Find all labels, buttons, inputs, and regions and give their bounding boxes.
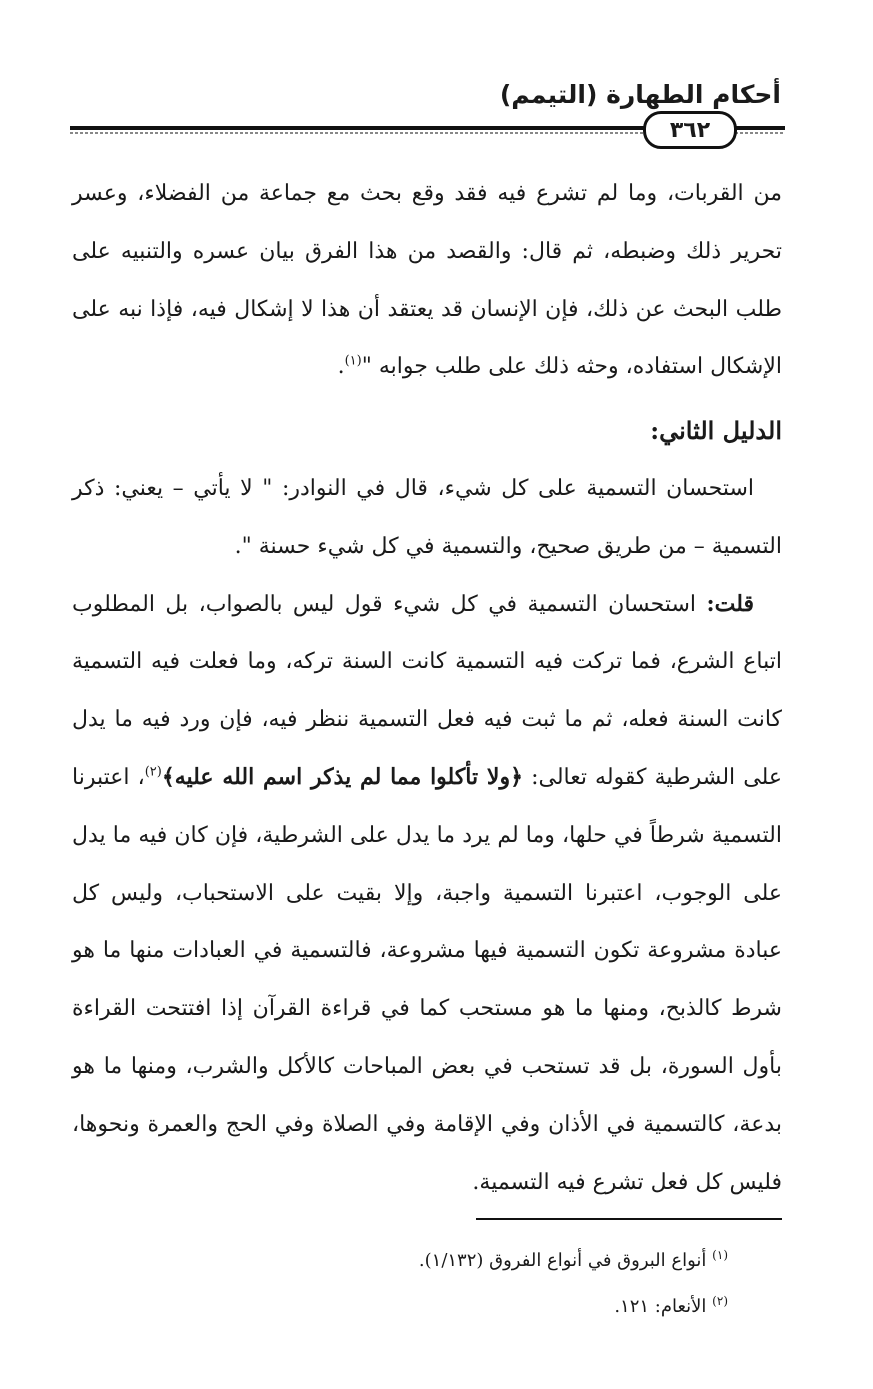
footnote-2-text: الأنعام: ١٢١. bbox=[614, 1296, 707, 1317]
paragraph-1-end: . bbox=[337, 354, 345, 380]
footnotes bbox=[200, 1238, 728, 1330]
paragraph-3-text-a: استحسان التسمية في كل شيء قول ليس بالصواب، بل المطلوب اتباع الشرع، فما تركت فيه التسمية كانت السنة تركه، وما فعلت فيه التسمية كانت السنة فعله، ثم ما ثبت فيه فعل التسمية ننظر فيه، فإن ورد فيه ما يدل على الشرطية كقوله تعالى: bbox=[72, 591, 782, 790]
paragraph-1 bbox=[72, 165, 782, 396]
running-title: أحكام الطهارة (التيمم) bbox=[499, 80, 781, 109]
paragraph-3-label: قلت: bbox=[706, 590, 754, 617]
header-rule bbox=[70, 111, 785, 145]
page-number-badge bbox=[643, 111, 737, 149]
footnote-1-text: أنواع البروق في أنواع الفروق (١/١٣٢). bbox=[418, 1250, 707, 1271]
footnote-2 bbox=[200, 1284, 728, 1330]
paragraph-2: استحسان التسمية على كل شيء، قال في النوادر: " لا يأتي – يعني: ذكر التسمية – من طريق صحيح، والتسمية في كل شيء حسنة ". bbox=[72, 475, 782, 559]
quran-verse: ﴿ولا تأكلوا مما لم يذكر اسم الله عليه﴾ bbox=[161, 763, 523, 790]
footnote-separator bbox=[476, 1218, 782, 1220]
footnote-1-number: (١) bbox=[712, 1248, 728, 1262]
footnote-ref-2[interactable]: (٢) bbox=[144, 764, 162, 780]
page-number: ٣٦٢ bbox=[669, 117, 711, 143]
paragraph-3 bbox=[72, 576, 782, 1212]
paragraph-1-text: من القربات، وما لم تشرع فيه فقد وقع بحث مع جماعة من الفضلاء، وعسر تحرير ذلك وضبطه، ثم قال: والقصد من هذا الفرق بيان عسره والتنبيه على طلب البحث عن ذلك، فإن الإنسان قد يعتقد أن هذا لا إشكال فيه، فإذا نبه على الإشكال استفاده، وحثه ذلك على طلب جوابه " bbox=[72, 181, 782, 380]
section-heading: الدليل الثاني: bbox=[650, 416, 782, 446]
footnote-2-number: (٢) bbox=[712, 1294, 728, 1308]
footnote-ref-1[interactable]: (١) bbox=[344, 354, 362, 370]
main-text bbox=[72, 165, 782, 1211]
paragraph-3-text-b: ، اعتبرنا التسمية شرطاً في حلها، وما لم يرد ما يدل على الشرطية، فإن كان فيه ما يدل على الوجوب، اعتبرنا التسمية واجبة، وإلا بقيت على الاستحباب، وليس كل عبادة مشروعة تكون التسمية فيها مشروعة، فالتسمية في العبادات منها ما هو شرط كالذبح، ومنها ما هو مستحب كما في قراءة القرآن إذا افتتحت القراءة بأول السورة، بل قد تستحب في بعض المباحات كالأكل والشرب، ومنها ما هو بدعة، كالتسمية في الأذان وفي الإقامة وفي الصلاة وفي الحج والعمرة ونحوها، فليس كل فعل تشرع فيه التسمية. bbox=[72, 764, 782, 1195]
footnote-1 bbox=[200, 1238, 728, 1284]
